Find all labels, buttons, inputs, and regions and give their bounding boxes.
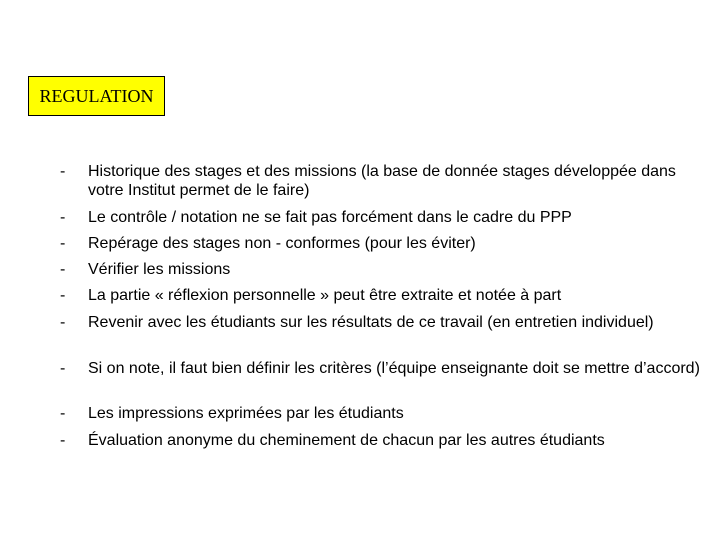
list-item-text: Vérifier les missions (88, 261, 231, 278)
list-item-text: Si on note, il faut bien définir les critères (l’équipe enseignante doit se mettre d’accord) (88, 360, 700, 377)
slide-title: REGULATION (28, 76, 165, 116)
list-item-text: Évaluation anonyme du cheminement de chacun par les autres étudiants (88, 432, 605, 449)
list-item-text: Revenir avec les étudiants sur les résultats de ce travail (en entretien individuel) (88, 314, 654, 331)
bullet-dash: - (60, 209, 66, 226)
bullet-dash: - (60, 163, 66, 180)
list-item-text: Repérage des stages non - conformes (pour les éviter) (88, 235, 476, 252)
bullet-dash: - (60, 360, 66, 377)
bullet-dash: - (60, 235, 66, 252)
list-item-text: La partie « réflexion personnelle » peut être extraite et notée à part (88, 287, 562, 304)
bullet-dash: - (60, 287, 66, 304)
list-item-text: Le contrôle / notation ne se fait pas forcément dans le cadre du PPP (88, 209, 572, 226)
bullet-dash: - (60, 432, 66, 449)
list-item-text: Historique des stages et des missions (la base de donnée stages développée dans votre Institut permet de le faire) (88, 163, 676, 199)
bullet-dash: - (60, 261, 66, 278)
list-item-text: Les impressions exprimées par les étudiants (88, 405, 404, 422)
bullet-dash: - (60, 314, 66, 331)
bullet-dash: - (60, 405, 66, 422)
